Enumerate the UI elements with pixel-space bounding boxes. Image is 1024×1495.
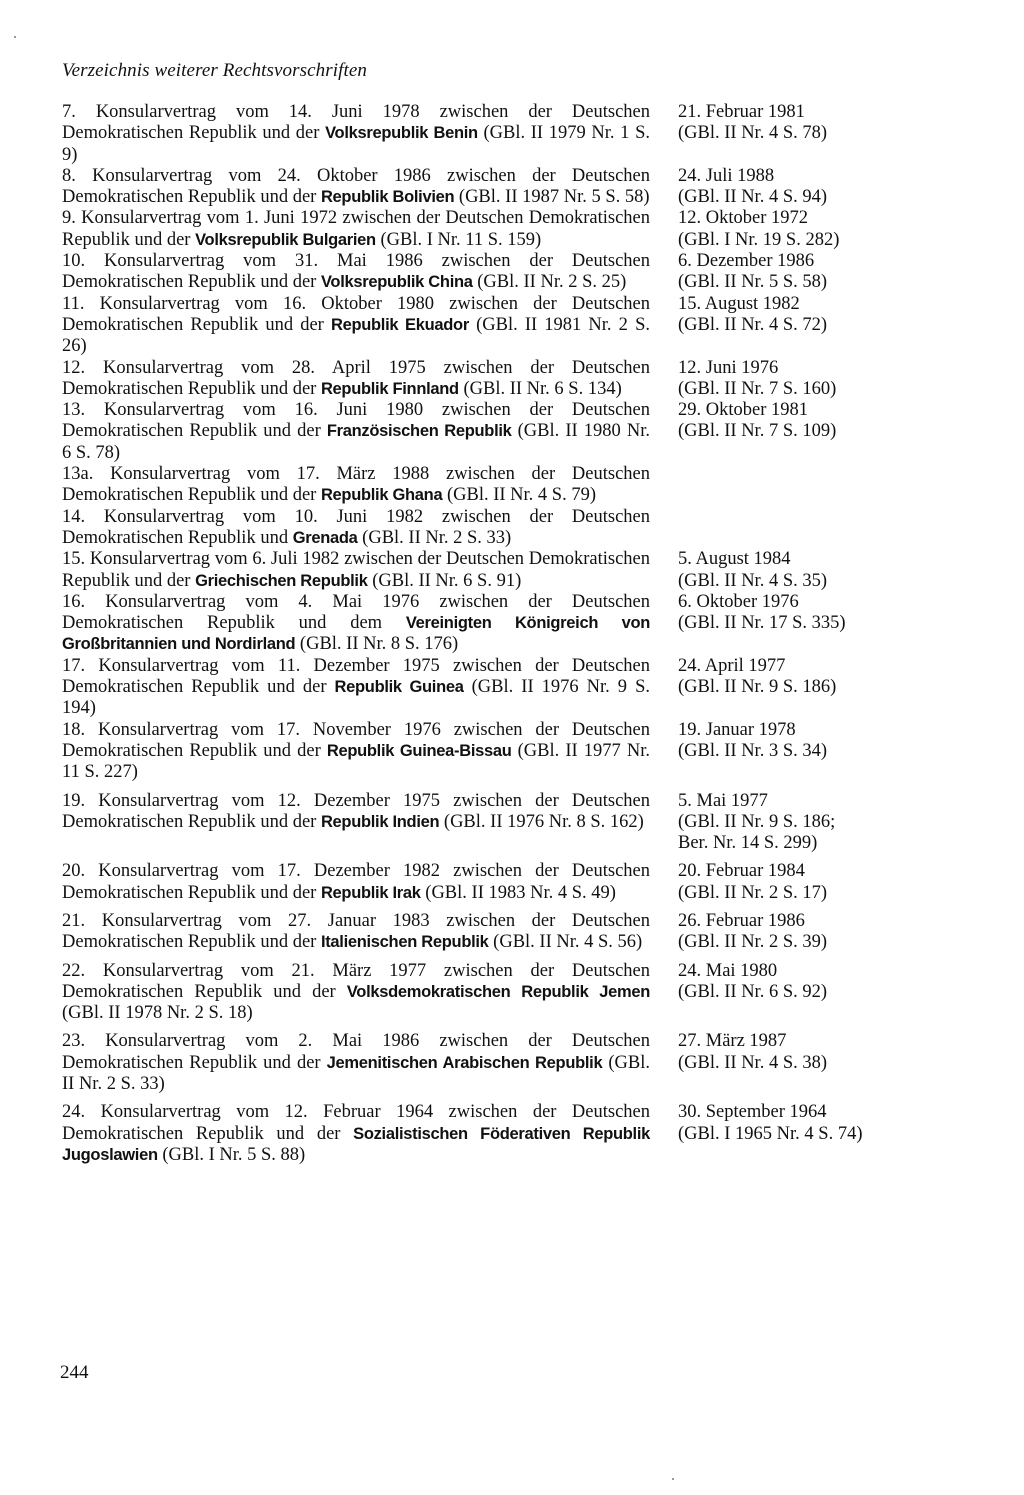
- treaty-text: 16. Konsularvertrag vom 4. Mai 1976 zwischen der Deutschen Demokratischen Republik und dem: [62, 591, 650, 634]
- treaty-description: [62, 358, 650, 401]
- entry-into-force: [678, 961, 908, 1004]
- entry-into-force: [678, 294, 908, 337]
- treaty-text: 15. Konsularvertrag vom 6. Juli 1982 zwischen der Deutschen Demokratischen Republik und der: [62, 549, 650, 591]
- treaty-entry: [62, 251, 962, 294]
- treaty-entry: [62, 911, 962, 954]
- treaty-text: (GBl. II Nr. 4 S. 56): [488, 932, 643, 953]
- date-line: (GBl. II Nr. 7 S. 109): [678, 421, 837, 442]
- date-line: 27. März 1987: [678, 1031, 787, 1052]
- treaty-description: [62, 549, 650, 592]
- treaty-text: 8. Konsularvertrag vom 24. Oktober 1986 zwischen der Deutschen Demokratischen Republik und der: [62, 165, 650, 208]
- treaty-text: (GBl. II Nr. 4 S. 79): [442, 485, 596, 506]
- date-line: (GBl. II Nr. 4 S. 78): [678, 123, 828, 144]
- treaty-text: 14. Konsularvertrag vom 10. Juni 1982 zwischen der Deutschen Demokratischen Republik und: [62, 506, 650, 548]
- treaty-entry: [62, 861, 962, 904]
- date-line: 19. Januar 1978: [678, 719, 796, 740]
- date-line: (GBl. II Nr. 4 S. 94): [678, 187, 828, 208]
- treaty-entry: [62, 464, 962, 507]
- treaty-text: (GBl. II 1976 Nr. 8 S. 162): [439, 811, 644, 832]
- treaty-text: (GBl. II Nr. 2 S. 33): [62, 1052, 651, 1095]
- treaty-entry: [62, 592, 962, 656]
- treaty-entry: [62, 400, 962, 464]
- entry-into-force: [678, 358, 908, 401]
- date-line: 15. August 1982: [678, 293, 800, 314]
- treaty-partner: Jemenitischen Arabischen Republik: [326, 1053, 603, 1072]
- date-line: 20. Februar 1984: [678, 861, 805, 882]
- scan-speck: [672, 1478, 674, 1480]
- date-line: 21. Februar 1981: [678, 102, 805, 122]
- treaty-partner: Französischen Republik: [326, 422, 512, 441]
- treaty-description: [62, 400, 650, 464]
- treaty-text: 9. Konsularvertrag vom 1. Juni 1972 zwischen der Deutschen Demokratischen Republik und der: [62, 208, 650, 250]
- date-line: (GBl. II Nr. 6 S. 92): [678, 981, 828, 1002]
- treaty-text: (GBl. II Nr. 2 S. 25): [472, 272, 627, 293]
- treaty-partner: Italienischen Republik: [320, 933, 489, 952]
- entry-into-force: [678, 400, 908, 443]
- treaty-text: 23. Konsularvertrag vom 2. Mai 1986 zwischen der Deutschen Demokratischen Republik und der: [62, 1031, 650, 1073]
- treaty-partner: Republik Guinea-Bissau: [326, 741, 512, 760]
- treaty-text: 11. Konsularvertrag vom 16. Oktober 1980 zwischen der Deutschen Demokratischen Republik und der: [62, 293, 650, 335]
- entry-into-force: [678, 251, 908, 294]
- treaty-entry: [62, 720, 962, 784]
- date-line: (GBl. II Nr. 4 S. 72): [678, 314, 828, 335]
- treaty-text: (GBl. II 1977 Nr. 11 S. 227): [62, 740, 650, 783]
- treaty-text: (GBl. II 1987 Nr. 5 S. 58): [454, 187, 650, 208]
- date-line: 12. Oktober 1972: [678, 208, 808, 229]
- treaty-entry: [62, 507, 962, 550]
- entry-into-force: [678, 592, 908, 635]
- treaty-entry: [62, 294, 962, 358]
- treaty-text: 20. Konsularvertrag vom 17. Dezember 1982 zwischen der Deutschen Demokratischen Republik und der: [62, 861, 650, 903]
- entry-into-force: [678, 1031, 908, 1074]
- treaty-entry: [62, 1031, 962, 1095]
- date-line: (GBl. II Nr. 2 S. 39): [678, 932, 828, 953]
- treaty-partner: Volksrepublik China: [320, 273, 473, 292]
- date-line: (GBl. II Nr. 9 S. 186): [678, 677, 837, 698]
- treaty-description: [62, 592, 650, 656]
- treaty-description: [62, 961, 650, 1025]
- treaty-text: (GBl. II 1981 Nr. 2 S. 26): [62, 314, 650, 357]
- date-line: 24. April 1977: [678, 655, 786, 676]
- date-line: 26. Februar 1986: [678, 910, 805, 931]
- scan-speck: [14, 36, 16, 38]
- treaty-partner: Republik Finnland: [320, 379, 459, 398]
- treaty-text: (GBl. I Nr. 11 S. 159): [375, 229, 542, 250]
- treaty-partner: Griechischen Republik: [195, 571, 368, 590]
- date-line: 12. Juni 1976: [678, 357, 779, 378]
- date-line: 5. Mai 1977: [678, 790, 768, 811]
- treaty-entry: [62, 791, 962, 855]
- treaty-partner: Vereinigten Königreich von Großbritannien und Nordirland: [62, 614, 650, 654]
- treaty-entry: [62, 208, 962, 251]
- treaty-description: [62, 791, 650, 834]
- date-line: 6. Oktober 1976: [678, 591, 799, 612]
- treaty-description: [62, 464, 650, 507]
- treaty-entry: [62, 358, 962, 401]
- treaty-description: [62, 1102, 650, 1166]
- entry-into-force: [678, 911, 908, 954]
- running-head: Verzeichnis weiterer Rechtsvorschriften: [62, 60, 368, 81]
- treaty-description: [62, 294, 650, 358]
- treaty-partner: Republik Ekuador: [330, 315, 469, 334]
- treaty-description: [62, 251, 650, 294]
- date-line: (GBl. II Nr. 7 S. 160): [678, 378, 837, 399]
- treaty-text: 13. Konsularvertrag vom 16. Juni 1980 zwischen der Deutschen Demokratischen Republik und der: [62, 400, 650, 442]
- treaty-text: 7. Konsularvertrag vom 14. Juni 1978 zwischen der Deutschen Demokratischen Republik und der: [62, 102, 650, 144]
- treaty-description: [62, 861, 650, 904]
- treaty-text: (GBl. II 1983 Nr. 4 S. 49): [420, 882, 616, 903]
- entry-into-force: [678, 656, 908, 699]
- date-line: (GBl. II Nr. 5 S. 58): [678, 272, 828, 293]
- treaty-text: (GBl. II 1976 Nr. 9 S. 194): [62, 677, 650, 719]
- treaty-entry: [62, 1102, 962, 1166]
- treaty-partner: Volksrepublik Bulgarien: [195, 230, 376, 249]
- treaty-text: (GBl. II Nr. 2 S. 33): [357, 527, 512, 548]
- treaty-text: (GBl. II 1980 Nr. 6 S. 78): [62, 421, 650, 463]
- date-line: 24. Mai 1980: [678, 960, 778, 981]
- date-line: (GBl. II Nr. 4 S. 38): [678, 1052, 828, 1073]
- date-line: (GBl. I 1965 Nr. 4 S. 74): [678, 1123, 863, 1144]
- treaty-description: [62, 656, 650, 720]
- entry-into-force: [678, 720, 908, 763]
- treaty-entry: [62, 961, 962, 1025]
- date-line: (GBl. II Nr. 17 S. 335): [678, 613, 846, 634]
- treaty-description: [62, 1031, 650, 1095]
- treaty-partner: Republik Bolivien: [320, 188, 455, 207]
- treaty-text: 24. Konsularvertrag vom 12. Februar 1964 zwischen der Deutschen Demokratischen Republik und der: [62, 1102, 650, 1144]
- treaty-description: [62, 720, 650, 784]
- date-line: 6. Dezember 1986: [678, 251, 815, 272]
- treaty-list: [62, 102, 962, 1166]
- date-line: 24. Juli 1988: [678, 165, 775, 186]
- treaty-partner: Republik Indien: [320, 812, 440, 831]
- treaty-text: 22. Konsularvertrag vom 21. März 1977 zwischen der Deutschen Demokratischen Republik und der: [62, 960, 650, 1002]
- treaty-description: [62, 911, 650, 954]
- treaty-text: (GBl. II Nr. 6 S. 134): [458, 378, 622, 399]
- treaty-text: (GBl. II 1979 Nr. 1 S. 9): [62, 123, 650, 165]
- treaty-partner: Republik Irak: [320, 883, 421, 902]
- treaty-text: (GBl. I Nr. 5 S. 88): [157, 1144, 306, 1165]
- entry-into-force: [678, 102, 908, 145]
- treaty-text: 19. Konsularvertrag vom 12. Dezember 1975 zwischen der Deutschen Demokratischen Republik und der: [62, 790, 650, 832]
- treaty-text: 13a. Konsularvertrag vom 17. März 1988 zwischen der Deutschen Demokratischen Republik und der: [62, 464, 650, 506]
- treaty-partner: Republik Ghana: [320, 486, 443, 505]
- treaty-entry: [62, 102, 962, 166]
- treaty-description: [62, 102, 650, 166]
- treaty-text: 17. Konsularvertrag vom 11. Dezember 1975 zwischen der Deutschen Demokratischen Republik und der: [62, 655, 650, 698]
- entry-into-force: [678, 549, 908, 592]
- date-line: (GBl. II Nr. 3 S. 34): [678, 740, 828, 761]
- treaty-partner: Volksrepublik Benin: [325, 124, 478, 143]
- page-number: 244: [60, 1362, 89, 1383]
- date-line: 29. Oktober 1981: [678, 400, 808, 421]
- treaty-description: [62, 166, 650, 209]
- treaty-partner: Volksdemokratischen Republik Jemen: [346, 982, 651, 1001]
- treaty-partner: Grenada: [292, 528, 358, 547]
- treaty-text: (GBl. II Nr. 8 S. 176): [295, 634, 459, 655]
- treaty-text: (GBl. II Nr. 6 S. 91): [367, 570, 522, 591]
- date-line: (GBl. II Nr. 9 S. 186;: [678, 811, 836, 832]
- date-line: 5. August 1984: [678, 549, 791, 570]
- treaty-description: [62, 208, 650, 251]
- treaty-entry: [62, 166, 962, 209]
- date-line: (GBl. II Nr. 4 S. 35): [678, 570, 828, 591]
- treaty-entry: [62, 656, 962, 720]
- entry-into-force: [678, 166, 908, 209]
- treaty-partner: Sozialistischen Föderativen Republik Jugoslawien: [62, 1124, 650, 1164]
- entry-into-force: [678, 1102, 908, 1145]
- date-line: (GBl. II Nr. 2 S. 17): [678, 882, 828, 903]
- date-line: Ber. Nr. 14 S. 299): [678, 833, 818, 854]
- treaty-text: 18. Konsularvertrag vom 17. November 1976 zwischen der Deutschen Demokratischen Republik und der: [62, 719, 650, 761]
- treaty-text: 21. Konsularvertrag vom 27. Januar 1983 zwischen der Deutschen Demokratischen Republik und der: [62, 910, 650, 953]
- treaty-text: (GBl. II 1978 Nr. 2 S. 18): [62, 1003, 253, 1024]
- treaty-partner: Republik Guinea: [334, 678, 464, 697]
- entry-into-force: [678, 208, 908, 251]
- treaty-text: 12. Konsularvertrag vom 28. April 1975 zwischen der Deutschen Demokratischen Republik und der: [62, 357, 650, 399]
- treaty-entry: [62, 549, 962, 592]
- entry-into-force: [678, 791, 908, 855]
- entry-into-force: [678, 861, 908, 904]
- date-line: 30. September 1964: [678, 1102, 827, 1123]
- treaty-text: 10. Konsularvertrag vom 31. Mai 1986 zwischen der Deutschen Demokratischen Republik und der: [62, 251, 650, 293]
- date-line: (GBl. I Nr. 19 S. 282): [678, 229, 840, 250]
- treaty-description: [62, 507, 650, 550]
